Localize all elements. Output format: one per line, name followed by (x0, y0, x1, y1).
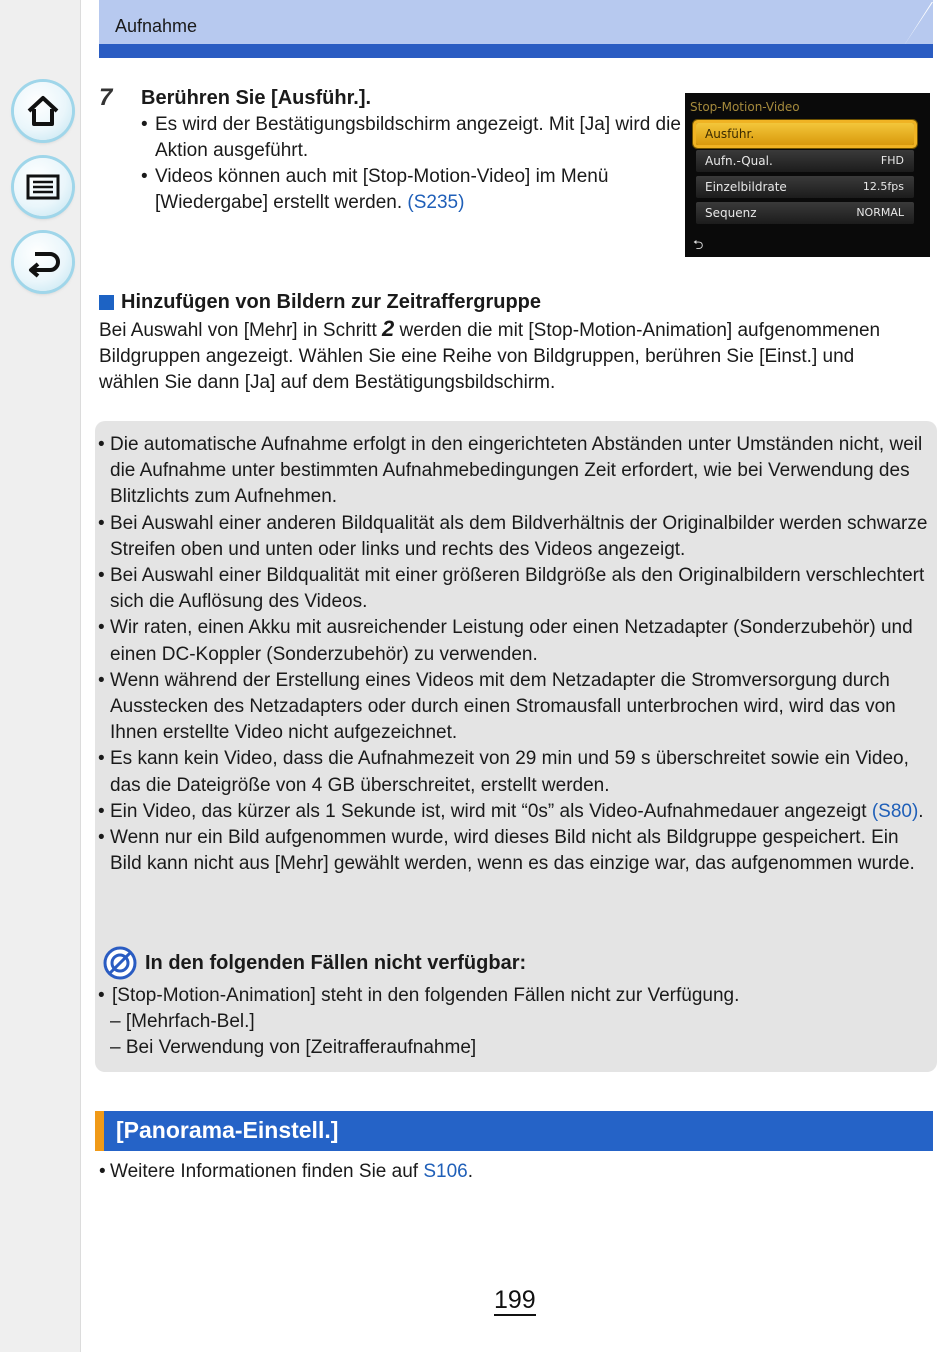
not-available-intro: • [Stop-Motion-Animation] steht in den folgenden Fällen nicht zur Verfügung. (98, 983, 918, 1009)
camera-menu-item-quality: Aufn.-Qual. FHD (696, 150, 914, 172)
note-item: • Wenn nur ein Bild aufgenommen wurde, wird dieses Bild nicht als Bildgruppe gespeichert. Ein Bild kann nicht aus [Mehr] gewählt werden, wenn es das einzige war, das aufgenommen wurde. (98, 825, 930, 877)
menu-list-icon (23, 167, 63, 207)
step-bullet: • Videos können auch mit [Stop-Motion-Video] im Menü [Wiedergabe] erstellt werden. (S235) (141, 164, 681, 216)
note-item: • Ein Video, das kürzer als 1 Sekunde ist, wird mit “0s” als Video-Aufnahmedauer angezeigt (S80). (98, 799, 930, 825)
camera-menu-item-framerate: Einzelbildrate 12.5fps (696, 176, 914, 198)
note-item: • Bei Auswahl einer anderen Bildqualität als dem Bildverhältnis der Originalbilder werden schwarze Streifen oben und unten oder links und rechts des Videos angezeigt. (98, 511, 930, 563)
note-item: • Bei Auswahl einer Bildqualität mit einer größeren Bildgröße als den Originalbildern verschlechtert sich die Auflösung des Videos. (98, 563, 930, 615)
sidebar (0, 0, 81, 1352)
panorama-note: • Weitere Informationen finden Sie auf S106. (99, 1159, 473, 1185)
panorama-section-bar (95, 1111, 933, 1151)
header-band (99, 0, 933, 58)
camera-menu-title: Stop-Motion-Video (690, 100, 800, 114)
note-item: • Es kann kein Video, dass die Aufnahmezeit von 29 min und 59 s überschreitet sowie ein Video, das die Dateigröße von 4 GB überschreitet, erstellt werden. (98, 746, 930, 798)
section-heading: Hinzufügen von Bildern zur Zeitraffergruppe (99, 291, 541, 314)
page-link-s106[interactable]: S106 (423, 1161, 468, 1182)
back-arrow-icon (23, 242, 63, 282)
page-header (99, 0, 933, 58)
section-square-icon (99, 295, 114, 310)
menu-button[interactable] (14, 158, 72, 216)
camera-menu-screenshot (685, 93, 930, 257)
back-button[interactable] (14, 233, 72, 291)
step-bullet: • Es wird der Bestätigungsbildschirm angezeigt. Mit [Ja] wird die Aktion ausgeführt. (141, 112, 681, 164)
header-title: Aufnahme (115, 16, 198, 36)
not-available-case: – Bei Verwendung von [Zeitrafferaufnahme] (110, 1037, 477, 1058)
camera-menu-item-sequence: Sequenz NORMAL (696, 202, 914, 224)
home-button[interactable] (14, 82, 72, 140)
camera-back-icon: ⮌ (693, 238, 704, 253)
step-title: Berühren Sie [Ausführ.]. (141, 87, 372, 109)
notes-box (95, 421, 937, 1072)
panorama-title: [Panorama-Einstell.] (116, 1117, 339, 1143)
not-available-case: – [Mehrfach-Bel.] (110, 1011, 255, 1032)
not-available-icon (103, 946, 137, 980)
home-icon (23, 91, 63, 131)
page-link-s80[interactable]: (S80) (871, 800, 919, 822)
step-bullets (141, 112, 681, 216)
note-item: • Wenn während der Erstellung eines Videos mit dem Netzadapter die Stromversorgung durch Ausstecken des Netzadapters oder durch einen Stromausfall unterbrochen wird, wird das von Ihnen erstellte Video nicht aufgezeichnet. (98, 668, 930, 747)
step-reference: 2 (382, 316, 395, 341)
not-available-list (98, 983, 918, 1061)
not-available-heading: In den folgenden Fällen nicht verfügbar: (103, 946, 526, 980)
page-link-s235[interactable]: (S235) (407, 192, 465, 213)
page-number: 199 (494, 1286, 536, 1314)
section-paragraph: Bei Auswahl von [Mehr] in Schritt 2 werden die mit [Stop-Motion-Animation] aufgenommenen Bildgruppen angezeigt. Wählen Sie eine Reihe von Bildgruppen, berühren Sie [Einst.] und wählen Sie dann [Ja] auf dem Bestätigungsbildschirm. (99, 316, 881, 393)
step-number: 7 (99, 84, 113, 111)
notes-list (98, 432, 930, 877)
note-item: • Wir raten, einen Akku mit ausreichender Leistung oder einen Netzadapter (Sonderzubehör) und einen DC-Koppler (Sonderzubehör) zu verwenden. (98, 615, 930, 667)
note-item: • Die automatische Aufnahme erfolgt in den eingerichteten Abständen unter Umständen nicht, weil die Aufnahme unter bestimmten Aufnahmebedingungen Zeit erfordert, wie bei Verwendung des Blitzlichts zum Aufnehmen. (98, 432, 930, 511)
camera-menu-item-execute: Ausführ. (696, 123, 914, 145)
